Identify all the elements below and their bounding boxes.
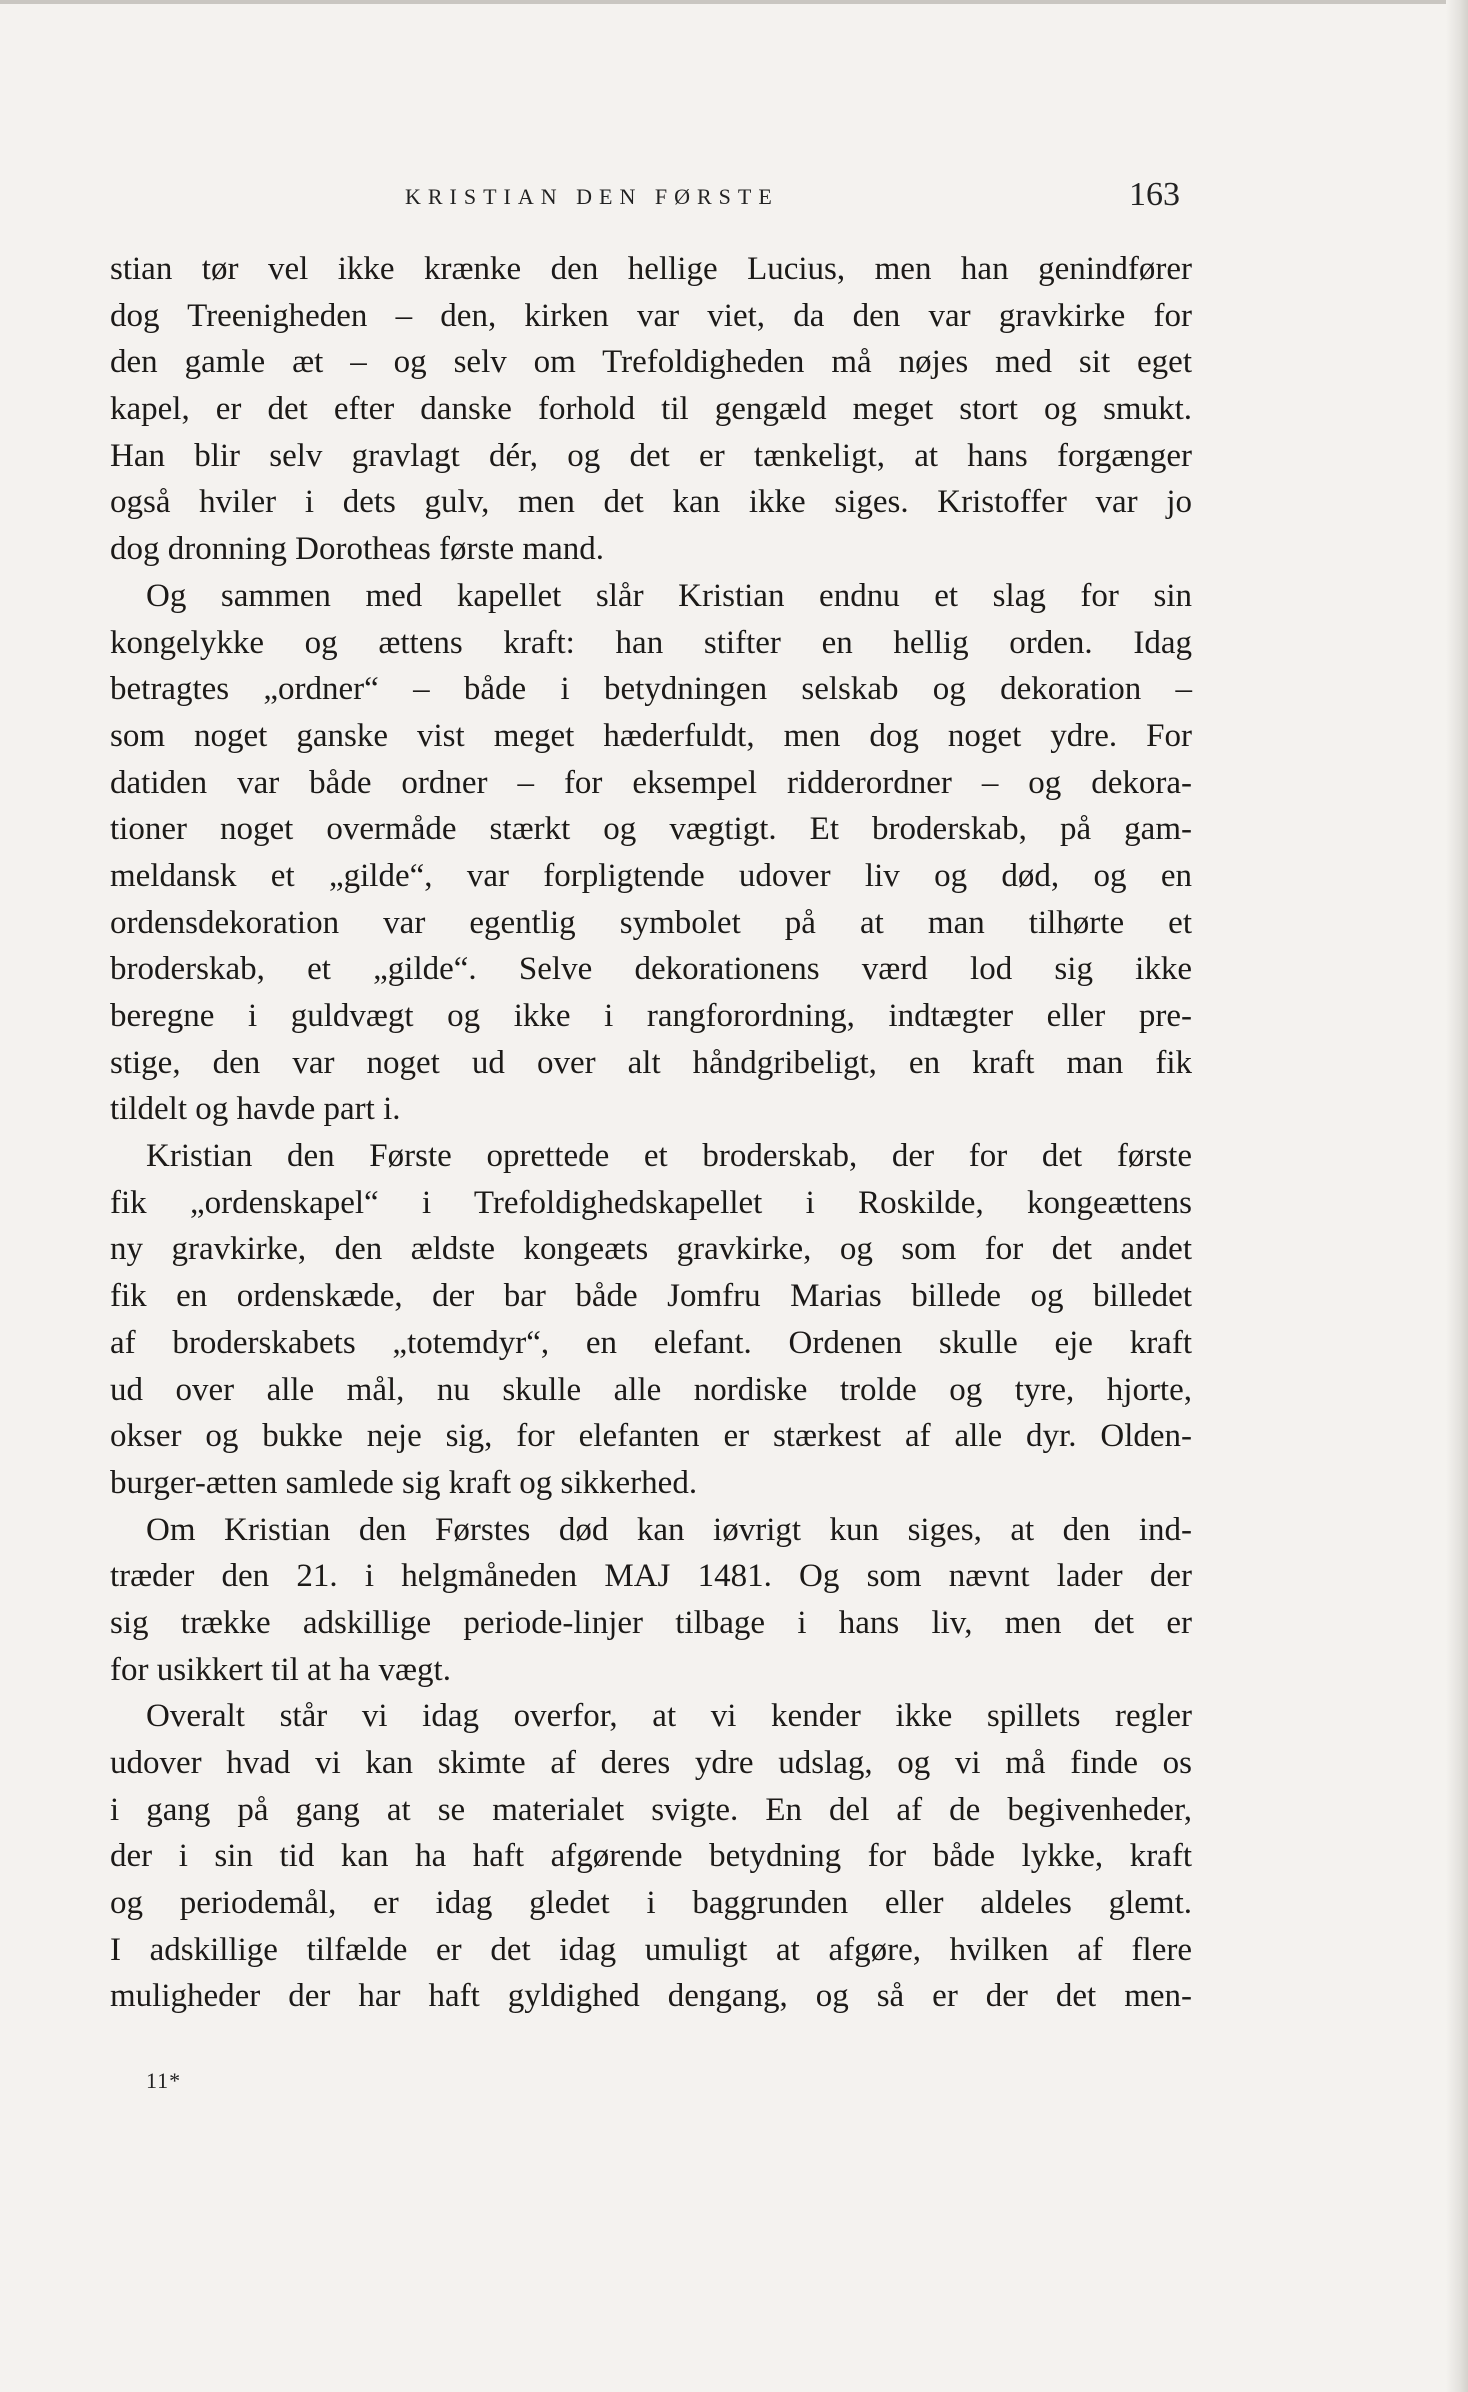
body-line: Om Kristian den Førstes død kan iøvrigt kun siges, at den ind- xyxy=(146,1511,1192,1548)
page-number: 163 xyxy=(1129,176,1180,213)
body-line: Han blir selv gravlagt dér, og det er tænkeligt, at hans forgænger xyxy=(110,437,1192,474)
body-line: Kristian den Første oprettede et broderskab, der for det første xyxy=(146,1138,1192,1175)
body-line: for usikkert til at ha vægt. xyxy=(110,1651,451,1688)
body-line: betragtes „ordner“ – både i betydningen selskab og dekoration – xyxy=(110,671,1192,708)
body-line: stian tør vel ikke krænke den hellige Lucius, men han genindfører xyxy=(110,251,1192,287)
body-line: Overalt står vi idag overfor, at vi kender ikke spillets regler xyxy=(146,1698,1192,1735)
body-line: okser og bukke neje sig, for elefanten er stærkest af alle dyr. Olden- xyxy=(110,1418,1192,1455)
body-text xyxy=(110,246,1192,2020)
body-line: muligheder der har haft gyldighed dengang, og så er der det men- xyxy=(110,1978,1192,2015)
body-line: træder den 21. i helgmåneden MAJ 1481. Og som nævnt lader der xyxy=(110,1558,1192,1595)
running-head xyxy=(110,178,1180,218)
body-line: også hviler i dets gulv, men det kan ikke siges. Kristoffer var jo xyxy=(110,484,1192,521)
body-line: fik „ordenskapel“ i Trefoldighedskapellet i Roskilde, kongeættens xyxy=(110,1184,1192,1221)
body-line: dog Treenigheden – den, kirken var viet, da den var gravkirke for xyxy=(110,297,1192,334)
body-line: meldansk et „gilde“, var forpligtende udover liv og død, og en xyxy=(110,857,1192,894)
page-right-edge xyxy=(1446,0,1468,2392)
body-line: dog dronning Dorotheas første mand. xyxy=(110,531,604,568)
body-line: fik en ordenskæde, der bar både Jomfru Marias billede og billedet xyxy=(110,1278,1192,1315)
body-line: I adskillige tilfælde er det idag umuligt at afgøre, hvilken af flere xyxy=(110,1931,1192,1968)
body-line: og periodemål, er idag gledet i baggrunden eller aldeles glemt. xyxy=(110,1885,1192,1922)
body-line: stige, den var noget ud over alt håndgribeligt, en kraft man fik xyxy=(110,1044,1192,1081)
body-line: beregne i guldvægt og ikke i rangforordning, indtægter eller pre- xyxy=(110,998,1192,1034)
body-line: den gamle æt – og selv om Trefoldigheden må nøjes med sit eget xyxy=(110,344,1192,381)
running-title: KRISTIAN DEN FØRSTE xyxy=(405,184,779,209)
body-line: datiden var både ordner – for eksempel ridderordner – og dekora- xyxy=(110,764,1192,801)
body-line: Og sammen med kapellet slår Kristian endnu et slag for sin xyxy=(146,577,1192,614)
body-line: tildelt og havde part i. xyxy=(110,1091,401,1128)
body-line: kapel, er det efter danske forhold til gengæld meget stort og smukt. xyxy=(110,391,1192,428)
body-line: ordensdekoration var egentlig symbolet på at man tilhørte et xyxy=(110,904,1192,941)
body-line: ny gravkirke, den ældste kongeæts gravkirke, og som for det andet xyxy=(110,1231,1192,1268)
body-line: tioner noget overmåde stærkt og vægtigt. Et broderskab, på gam- xyxy=(110,811,1192,848)
body-line: broderskab, et „gilde“. Selve dekorationens værd lod sig ikke xyxy=(110,951,1192,988)
body-line: burger-ætten samlede sig kraft og sikkerhed. xyxy=(110,1464,698,1501)
body-line: i gang på gang at se materialet svigte. En del af de begivenheder, xyxy=(110,1791,1192,1828)
body-line: der i sin tid kan ha haft afgørende betydning for både lykke, kraft xyxy=(110,1838,1192,1875)
body-line: som noget ganske vist meget hæderfuldt, men dog noget ydre. For xyxy=(110,717,1192,754)
body-line: sig trække adskillige periode-linjer tilbage i hans liv, men det er xyxy=(110,1604,1192,1641)
signature-mark: 11* xyxy=(146,2068,182,2093)
body-line: udover hvad vi kan skimte af deres ydre udslag, og vi må finde os xyxy=(110,1745,1192,1781)
body-line: af broderskabets „totemdyr“, en elefant. Ordenen skulle eje kraft xyxy=(110,1324,1192,1361)
body-line: kongelykke og ættens kraft: han stifter en hellig orden. Idag xyxy=(110,624,1192,661)
page-top-edge xyxy=(0,0,1468,4)
body-line: ud over alle mål, nu skulle alle nordiske trolde og tyre, hjorte, xyxy=(110,1371,1192,1408)
